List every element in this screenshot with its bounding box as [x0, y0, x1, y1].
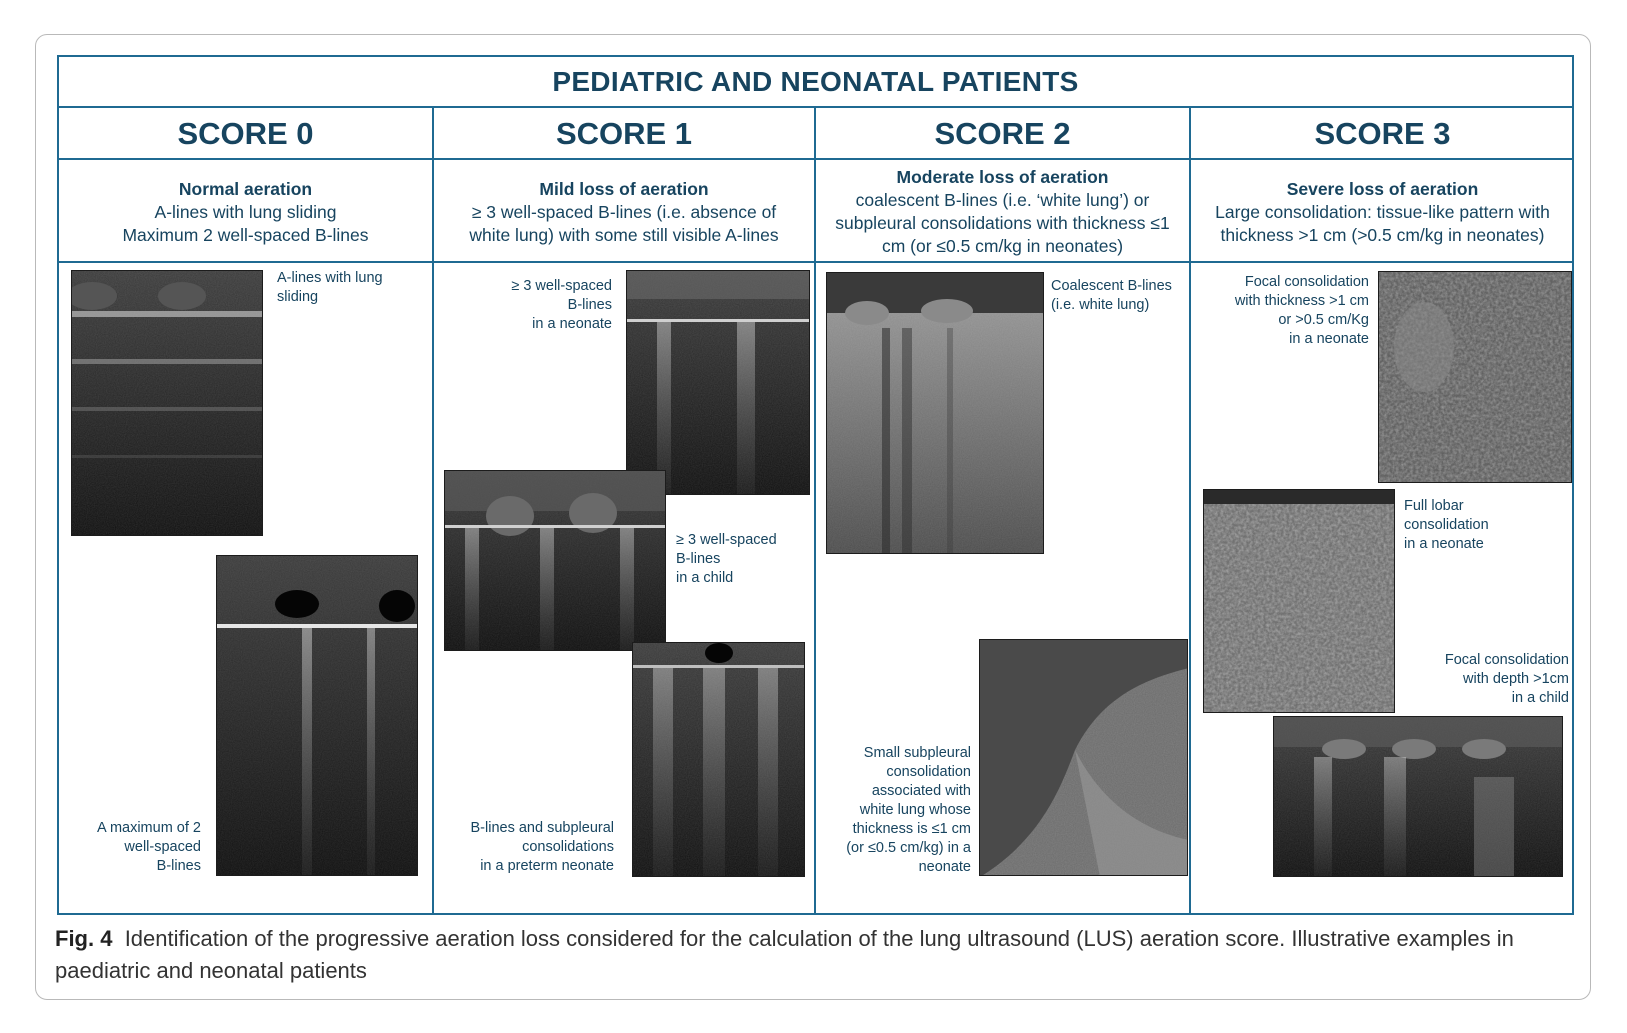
description-line: ≥ 3 well-spaced B-lines (i.e. absence of [471, 201, 777, 222]
image-label: Full lobar consolidation in a neonate [1404, 498, 1489, 552]
score-0-heading: SCORE 0 [177, 116, 314, 151]
image-label: A maximum of 2 well-spaced B-lines [97, 820, 201, 874]
score-2-description [816, 161, 1189, 263]
image-label: ≥ 3 well-spaced B-lines in a child [676, 532, 777, 586]
ultrasound-image-white-lung [826, 272, 1044, 554]
ultrasound-image-subpleural-consolidations [632, 642, 805, 877]
description-line: Maximum 2 well-spaced B-lines [122, 224, 369, 245]
image-label: Focal consolidation with thickness >1 cm or >0.5 cm/Kg in a neonate [1234, 274, 1369, 347]
description-title: Moderate loss of aeration [896, 167, 1109, 187]
figure-caption [55, 923, 1585, 987]
image-label: Small subpleural consolidation associated with white lung whose thickness is ≤1 cm (or ≤0.5 cm/kg) in a neonate [846, 745, 971, 875]
ultrasound-image-full-lobar-consolidation [1203, 489, 1395, 713]
description-line: thickness >1 cm (>0.5 cm/kg in neonates) [1220, 224, 1545, 245]
caption-text: Identification of the progressive aeration loss considered for the calculation of the lung ultrasound (LUS) aeration score. Illustrative examples in paediatric and neonatal patients [55, 926, 1514, 983]
description-title: Mild loss of aeration [539, 178, 709, 199]
description-line: white lung) with some still visible A-lines [469, 224, 779, 245]
score-2-heading: SCORE 2 [934, 116, 1071, 151]
ultrasound-image-b-lines [216, 555, 418, 876]
ultrasound-image-b-lines-child [444, 470, 666, 651]
score-1-description [434, 161, 814, 263]
description-line: A-lines with lung sliding [154, 201, 337, 222]
score-1-heading: SCORE 1 [555, 116, 693, 151]
description-title: Normal aeration [178, 178, 313, 199]
ultrasound-image-a-lines [71, 270, 263, 536]
ultrasound-image-b-lines-neonate [626, 270, 810, 495]
score-3-heading: SCORE 3 [1314, 116, 1451, 151]
table-title: PEDIATRIC AND NEONATAL PATIENTS [552, 66, 1079, 97]
image-label: A-lines with lung sliding [277, 270, 383, 305]
score-0-description [59, 161, 432, 263]
ultrasound-image-focal-consolidation-neonate [1378, 271, 1572, 483]
description-title: Severe loss of aeration [1286, 178, 1479, 199]
description-line: Large consolidation: tissue-like pattern with [1215, 201, 1550, 222]
score-table [57, 55, 1574, 915]
ultrasound-image-focal-consolidation-child [1273, 716, 1563, 877]
image-label: ≥ 3 well-spaced B-lines in a neonate [511, 278, 612, 332]
description-line: coalescent B-lines (i.e. ‘white lung’) or [855, 190, 1150, 210]
ultrasound-image-small-subpleural-consolidation [979, 639, 1188, 876]
description-line: cm (or ≤0.5 cm/kg in neonates) [881, 236, 1124, 256]
image-label: Focal consolidation with depth >1cm in a child [1444, 652, 1569, 706]
caption-label: Fig. 4 [55, 926, 113, 951]
image-label: Coalescent B-lines (i.e. white lung) [1051, 278, 1172, 313]
description-line: subpleural consolidations with thickness ≤1 [835, 213, 1170, 233]
image-label: B-lines and subpleural consolidations in a preterm neonate [470, 820, 614, 874]
score-3-description [1191, 161, 1574, 263]
